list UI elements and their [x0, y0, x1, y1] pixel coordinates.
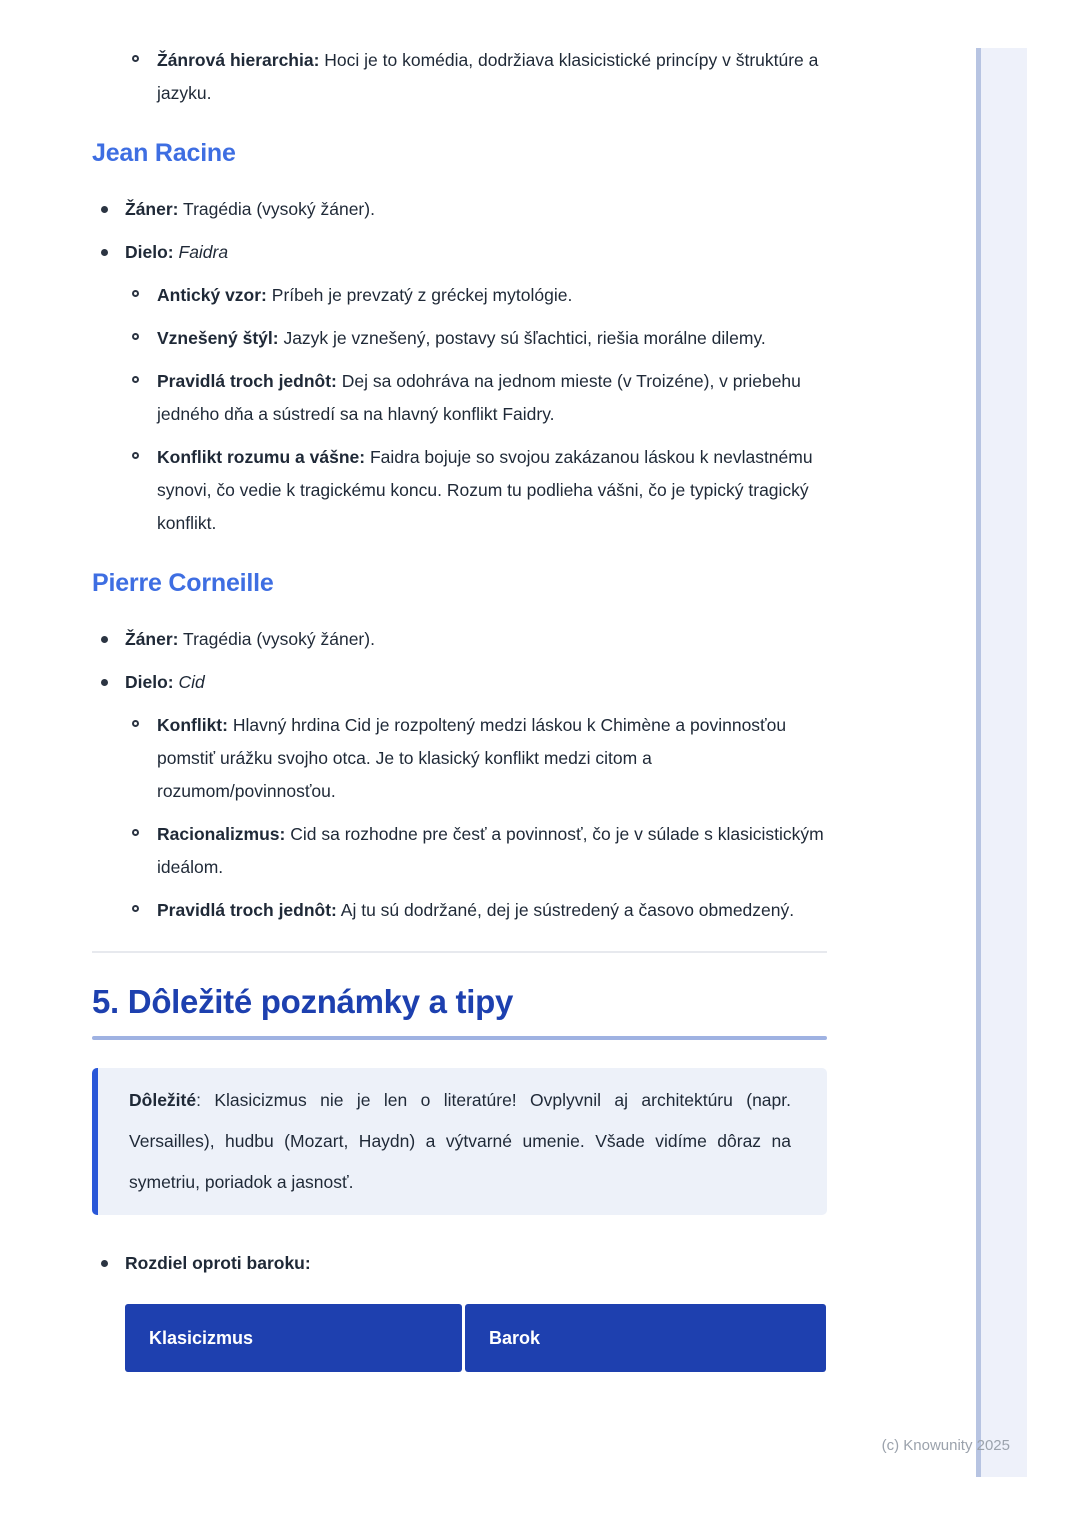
list-item-body: Faidra bojuje so svojou zakázanou láskou k nevlastnému synovi, čo vedie k tragickému koncu. Rozum tu podlieha vášni, čo je typický tragický konflikt. — [157, 447, 813, 533]
list-item-body: Hlavný hrdina Cid je rozpoltený medzi láskou k Chimène a povinnosťou pomstiť urážku svojho otca. Je to klasický konflikt medzi citom a rozumom/povinnosťou. — [157, 715, 787, 801]
list-item — [125, 894, 827, 927]
circle-bullet-icon — [132, 452, 139, 459]
bullet-dot-icon — [101, 249, 108, 256]
bullet-dot-icon — [101, 206, 108, 213]
list-item-label: Konflikt: — [157, 715, 228, 735]
circle-bullet-icon — [132, 376, 139, 383]
list-item-text — [125, 629, 375, 649]
list-item-text — [157, 900, 794, 920]
list-item-text — [157, 447, 813, 533]
list-item — [125, 279, 827, 312]
section-title-underline — [92, 1036, 827, 1040]
list-item-text — [125, 199, 375, 219]
circle-bullet-icon — [132, 290, 139, 297]
list-item-label: Žáner: — [125, 199, 179, 219]
list-item — [125, 365, 827, 431]
list-item-label: Pravidlá troch jednôt: — [157, 900, 337, 920]
list-item — [92, 623, 827, 656]
section-divider — [92, 951, 827, 953]
circle-bullet-icon — [132, 829, 139, 836]
list-item-label: Dielo: — [125, 672, 174, 692]
callout-label: Dôležité — [129, 1090, 197, 1110]
callout-text — [129, 1080, 791, 1203]
list-item-label: Žáner: — [125, 629, 179, 649]
list-item-label: Vznešený štýl: — [157, 328, 279, 348]
bullet-dot-icon — [101, 679, 108, 686]
list-item — [125, 44, 827, 110]
callout-body: : Klasicizmus nie je len o literatúre! Ovplyvnil aj architektúru (napr. Versailles), hudbu (Mozart, Haydn) a výtvarné umenie. Všade vidíme dôraz na symetriu, poriadok a jasnosť. — [129, 1090, 791, 1192]
list-item-text — [157, 824, 824, 877]
list-item-text — [157, 285, 572, 305]
page-edge-strip — [976, 48, 1027, 1477]
section-title: 5. Dôležité poznámky a tipy — [92, 983, 514, 1020]
list-item-text — [125, 242, 228, 262]
list-item — [92, 1247, 827, 1280]
list-item-text — [125, 1253, 311, 1273]
intro-sublist-wrapper — [125, 44, 827, 110]
table-header-cell-barok: Barok — [465, 1304, 826, 1372]
list-item — [125, 709, 827, 808]
list-item-label: Dielo: — [125, 242, 174, 262]
list-item-body: Príbeh je prevzatý z gréckej mytológie. — [271, 285, 573, 305]
list-item-label: Racionalizmus: — [157, 824, 286, 844]
copyright-watermark: (c) Knowunity 2025 — [881, 1437, 1010, 1454]
author-heading-corneille: Pierre Corneille — [92, 569, 274, 597]
intro-sublist — [125, 44, 827, 110]
list-item-text — [157, 50, 818, 103]
list-item-body: Cid sa rozhodne pre česť a povinnosť, čo je v súlade s klasicistickým ideálom. — [157, 824, 824, 877]
list-item — [92, 236, 827, 540]
list-item-body: Jazyk je vznešený, postavy sú šľachtici, riešia morálne dilemy. — [283, 328, 766, 348]
note-list — [92, 1247, 827, 1280]
racine-sublist — [125, 279, 827, 540]
list-item — [125, 322, 827, 355]
list-item-text — [157, 715, 786, 801]
list-item-label: Rozdiel oproti baroku: — [125, 1253, 311, 1273]
list-item — [92, 193, 827, 226]
list-item-body: Tragédia (vysoký žáner). — [183, 199, 375, 219]
important-callout — [92, 1068, 827, 1215]
list-item — [125, 818, 827, 884]
table-header-cell-klasicizmus: Klasicizmus — [125, 1304, 462, 1372]
document-page-content — [92, 44, 827, 1372]
circle-bullet-icon — [132, 905, 139, 912]
bullet-dot-icon — [101, 636, 108, 643]
list-item-label: Konflikt rozumu a vášne: — [157, 447, 366, 467]
list-item-label: Pravidlá troch jednôt: — [157, 371, 337, 391]
list-item-label: Žánrová hierarchia: — [157, 50, 320, 70]
work-title: Faidra — [178, 242, 229, 262]
corneille-list — [92, 623, 827, 927]
comparison-table-header — [125, 1304, 826, 1372]
circle-bullet-icon — [132, 55, 139, 62]
list-item-body: Tragédia (vysoký žáner). — [183, 629, 375, 649]
bullet-dot-icon — [101, 1260, 108, 1267]
work-title: Cid — [178, 672, 205, 692]
circle-bullet-icon — [132, 720, 139, 727]
list-item-text — [157, 328, 766, 348]
list-item-body: Hoci je to komédia, dodržiava klasicistické princípy v štruktúre a jazyku. — [157, 50, 819, 103]
list-item-body: Aj tu sú dodržané, dej je sústredený a časovo obmedzený. — [340, 900, 795, 920]
list-item — [92, 666, 827, 927]
list-item-text — [125, 672, 205, 692]
list-item-body: Dej sa odohráva na jednom mieste (v Troizéne), v priebehu jedného dňa a sústredí sa na hlavný konflikt Faidry. — [157, 371, 801, 424]
racine-list — [92, 193, 827, 540]
circle-bullet-icon — [132, 333, 139, 340]
list-item-text — [157, 371, 801, 424]
corneille-sublist — [125, 709, 827, 927]
author-heading-racine: Jean Racine — [92, 139, 236, 167]
list-item — [125, 441, 827, 540]
list-item-label: Antický vzor: — [157, 285, 267, 305]
